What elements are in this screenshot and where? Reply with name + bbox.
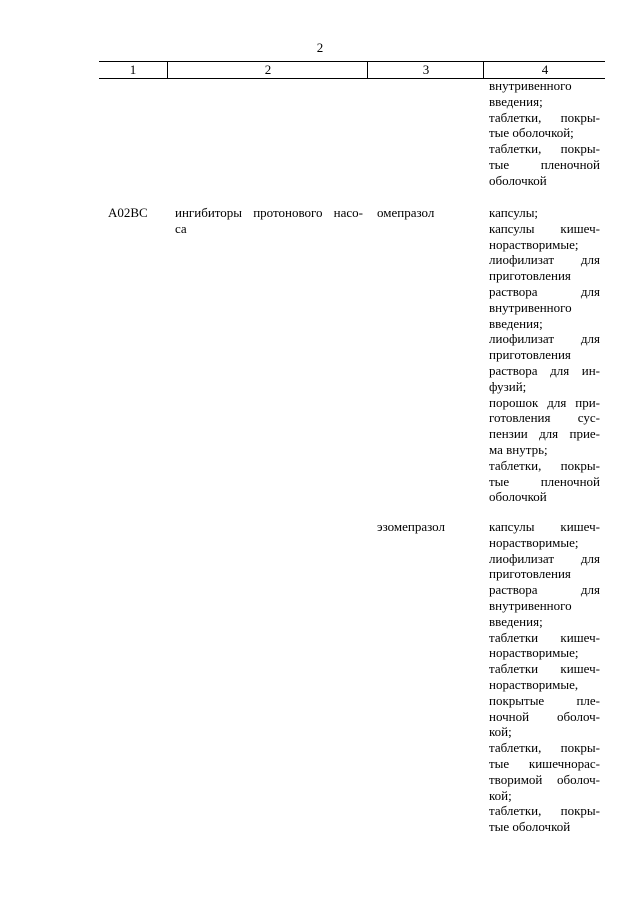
text-line: норастворимые; [489,236,579,252]
text-line: норастворимые; [489,534,579,550]
text-line: норастворимые; [489,645,579,661]
text-line: таблетки, покры- [489,141,600,157]
text-line: таблетки, покры- [489,803,600,819]
text-line: тые пленочной [489,473,600,489]
dosage-forms-esomeprazole [489,519,600,835]
text-line: лиофилизат для [489,550,600,566]
text-line: фузий; [489,378,527,394]
text-line: раствора для [489,283,600,299]
drug-name-esomeprazole: эзомепразол [377,519,445,534]
text-line: кой; [489,787,512,803]
text-line: приготовления [489,566,571,582]
text-line: внутривенного [489,299,572,315]
text-line: раствора для ин- [489,362,600,378]
text-line: лиофилизат для [489,252,600,268]
text-line: порошок для при- [489,394,600,410]
table-header [99,61,605,79]
header-col-2: 2 [167,62,368,78]
text-line: таблетки, покры- [489,109,600,125]
text-line: норастворимые, [489,676,579,692]
text-line: тые оболочкой; [489,125,574,141]
continued-dosage-forms [489,78,600,189]
text-line: капсулы; [489,205,539,220]
text-line: кой; [489,724,512,740]
pharmacological-group [175,205,363,237]
text-line: тые пленочной [489,156,600,172]
dosage-forms-omeprazole [489,205,600,505]
text-line: тые оболочкой [489,819,571,835]
header-col-3: 3 [367,62,484,78]
text-line: лиофилизат для [489,331,600,347]
text-line: творимой оболоч- [489,771,600,787]
header-col-4: 4 [483,62,606,78]
text-line: раствора для [489,582,600,598]
text-line: введения; [489,613,543,629]
text-line: са [175,220,187,236]
text-line: таблетки, покры- [489,457,600,473]
text-line: оболочкой [489,172,547,188]
text-line: капсулы кишеч- [489,220,600,236]
text-line: введения; [489,93,543,109]
text-line: введения; [489,315,543,331]
text-line: покрытые пле- [489,692,600,708]
drug-name-omeprazole: омепразол [377,205,435,220]
text-line: ингибиторы протонового насо- [175,205,363,220]
text-line: таблетки кишеч- [489,629,600,645]
page-number: 2 [316,40,324,55]
text-line: капсулы кишеч- [489,519,600,534]
text-line: внутривенного [489,597,572,613]
text-line: готовления сус- [489,410,600,426]
header-col-1: 1 [129,62,137,77]
text-line: таблетки, покры- [489,740,600,756]
text-line: приготовления [489,268,571,284]
text-line: внутривенного [489,78,572,93]
text-line: пензии для прие- [489,426,600,442]
text-line: тые кишечнорас- [489,755,600,771]
text-line: ночной оболоч- [489,708,600,724]
text-line: ма внутрь; [489,441,548,457]
text-line: приготовления [489,347,571,363]
text-line: таблетки кишеч- [489,661,600,677]
text-line: оболочкой [489,489,547,505]
atc-code: A02BC [108,205,148,220]
